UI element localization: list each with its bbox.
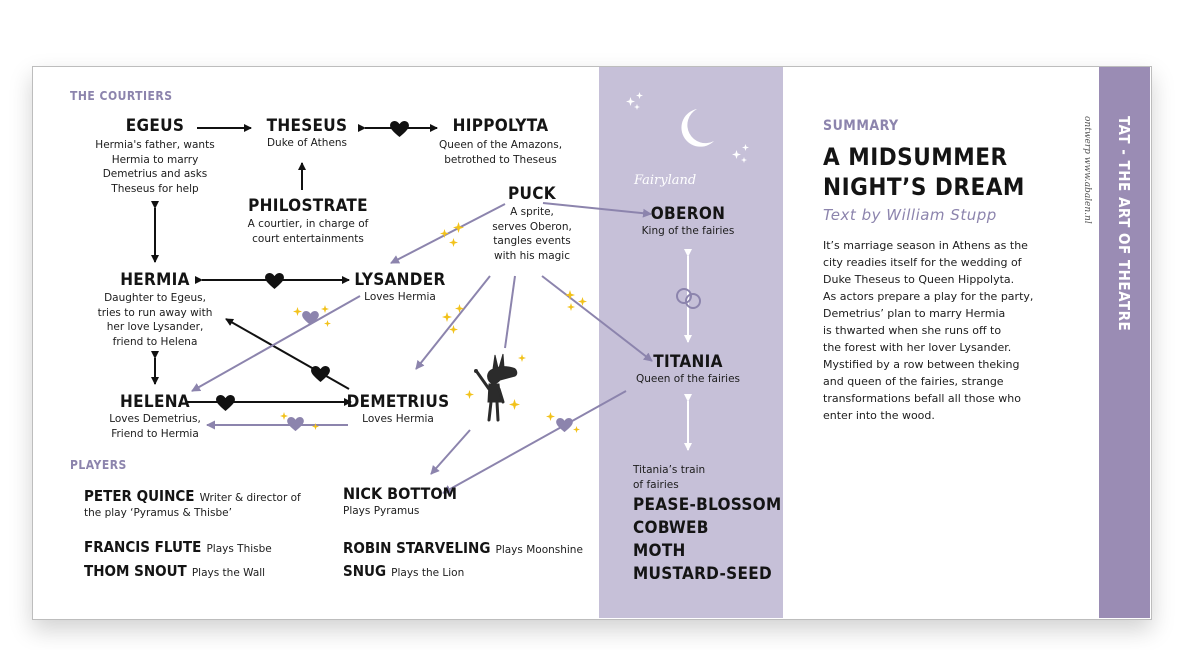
- heart-icon: [302, 311, 319, 325]
- character-helena: [90, 392, 220, 441]
- character-desc: [472, 205, 592, 263]
- character-name: DEMETRIUS: [346, 392, 450, 412]
- desc-line: Duke of Athens: [266, 137, 348, 149]
- character-desc: [80, 291, 230, 349]
- sparkle-icon: [741, 157, 747, 163]
- body-line: city readies itself for the wedding of: [823, 256, 1022, 269]
- desc-line: Queen of the Amazons,: [438, 139, 563, 151]
- summary-label: SUMMARY: [823, 118, 899, 134]
- sparkle-icon: [449, 238, 458, 247]
- character-puck: [472, 184, 592, 263]
- desc-line: betrothed to Theseus: [444, 153, 557, 166]
- character-name: EGEUS: [125, 116, 185, 136]
- player-name: SNUG: [343, 562, 387, 580]
- desc-line: Demetrius and asks: [102, 168, 208, 180]
- player-role: Plays the Lion: [391, 567, 465, 579]
- desc-line: Queen of the fairies: [635, 373, 741, 385]
- desc-line: Hermia to marry: [111, 153, 199, 166]
- byline: Text by William Stupp: [823, 206, 997, 224]
- body-line: As actors prepare a play for the party,: [823, 290, 1034, 303]
- demetrius-hermia-arrow: [226, 319, 349, 389]
- sparkle-icon: [567, 303, 575, 311]
- player-snout: [84, 561, 324, 580]
- desc-line: tangles events: [493, 235, 571, 247]
- player-role: Plays Moonshine: [495, 544, 583, 556]
- sparkle-icon: [442, 312, 452, 322]
- page-title: [823, 142, 1025, 202]
- fairy-item: PEASE-BLOSSOM: [633, 495, 782, 515]
- player-name: ROBIN STARVELING: [343, 539, 491, 557]
- desc-line: Theseus for help: [111, 182, 199, 195]
- character-demetrius: [343, 392, 453, 427]
- desc-line: Daughter to Egeus,: [104, 292, 206, 304]
- player-role: the play ‘Pyramus & Thisbe’: [84, 507, 232, 519]
- character-desc: [340, 290, 460, 305]
- title-line: NIGHT’S DREAM: [823, 173, 1025, 201]
- heart-icon: [390, 121, 409, 137]
- designer-credit: ontwerp www.abalen.nl: [1082, 116, 1092, 224]
- character-theseus: [237, 116, 377, 151]
- desc-line: of fairies: [633, 478, 679, 491]
- character-name: OBERON: [650, 204, 726, 224]
- desc-line: with his magic: [493, 249, 570, 262]
- desc-line: friend to Helena: [112, 335, 198, 348]
- desc-line: Friend to Hermia: [111, 427, 199, 440]
- desc-line: A sprite,: [510, 206, 554, 218]
- character-name: PUCK: [508, 184, 556, 204]
- character-desc: [418, 138, 583, 167]
- heart-icon: [556, 418, 573, 432]
- desc-line: tries to run away with: [97, 306, 213, 319]
- desc-line: Loves Hermia: [364, 291, 436, 303]
- sparkle-icon: [280, 412, 288, 420]
- player-role: Plays Thisbe: [206, 543, 272, 555]
- player-name: THOM SNOUT: [84, 562, 187, 580]
- character-name: HERMIA: [120, 270, 190, 290]
- desc-line: her love Lysander,: [106, 321, 204, 333]
- character-desc: [228, 217, 388, 246]
- puck-bottom-arrow: [505, 276, 515, 348]
- fairy-item: COBWEB: [633, 518, 709, 538]
- body-line: and queen of the fairies, strange: [823, 375, 1004, 388]
- body-line: the forest with her lover Lysander.: [823, 341, 1012, 354]
- sparkle-icon: [293, 307, 302, 316]
- character-desc: [237, 136, 377, 151]
- character-desc: [90, 412, 220, 441]
- sparkle-icon: [573, 426, 580, 433]
- donkey-bottom-arrow: [431, 430, 470, 474]
- body-line: enter into the wood.: [823, 409, 935, 422]
- character-lysander: [340, 270, 460, 305]
- sparkle-icon: [509, 399, 520, 410]
- sparkle-icon: [626, 97, 635, 106]
- crescent-moon-icon: [681, 109, 714, 147]
- body-line: Demetrius’ plan to marry Hermia: [823, 307, 1006, 320]
- character-desc: [80, 138, 230, 196]
- train-label: [633, 463, 705, 492]
- player-name: FRANCIS FLUTE: [84, 538, 202, 556]
- titania-bottom-arrow: [443, 391, 626, 493]
- heart-icon: [287, 417, 304, 431]
- sparkle-icon: [732, 150, 741, 159]
- sparkle-icon: [546, 412, 555, 421]
- character-egeus: [80, 116, 230, 196]
- body-line: Duke Theseus to Queen Hippolyta.: [823, 273, 1015, 286]
- desc-line: serves Oberon,: [492, 220, 572, 233]
- summary-body: [823, 237, 1073, 424]
- heart-icon: [265, 273, 284, 289]
- players-heading: PLAYERS: [70, 458, 127, 472]
- player-flute: [84, 537, 324, 556]
- sparkle-icon: [453, 222, 464, 233]
- fairy-item: MOTH: [633, 541, 686, 561]
- donkey-figure-icon: [474, 354, 517, 420]
- courtiers-heading: THE COURTIERS: [70, 89, 173, 103]
- player-starveling: [343, 538, 593, 557]
- character-desc: Plays Pyramus: [343, 505, 420, 517]
- sparkle-icon: [565, 290, 575, 300]
- body-line: is thwarted when she runs off to: [823, 324, 1002, 337]
- desc-line: King of the fairies: [641, 225, 735, 237]
- character-name: NICK BOTTOM: [343, 484, 457, 503]
- desc-line: A courtier, in charge of: [247, 218, 369, 230]
- desc-line: Loves Demetrius,: [109, 413, 201, 425]
- body-line: Mystified by a row between theking: [823, 358, 1020, 371]
- player-snug: [343, 561, 593, 580]
- sparkle-icon: [636, 92, 643, 99]
- character-name: THESEUS: [266, 116, 348, 136]
- character-desc: [618, 224, 758, 239]
- player-quince: [84, 486, 324, 519]
- player-name: PETER QUINCE: [84, 487, 195, 505]
- body-line: It’s marriage season in Athens as the: [823, 239, 1028, 252]
- desc-line: Hermia's father, wants: [95, 139, 215, 151]
- character-desc: [343, 412, 453, 427]
- desc-line: Titania’s train: [633, 464, 706, 476]
- character-bottom: [343, 484, 463, 517]
- sparkle-icon: [324, 320, 331, 327]
- fairyland-label: Fairyland: [634, 173, 697, 188]
- player-role: Plays the Wall: [191, 567, 266, 579]
- sparkle-icon: [465, 390, 474, 399]
- sparkle-icon: [518, 354, 526, 362]
- character-name: HELENA: [120, 392, 190, 412]
- character-hermia: [80, 270, 230, 349]
- puck-titania-arrow: [542, 276, 652, 361]
- desc-line: court entertainments: [252, 232, 364, 245]
- sparkle-icon: [634, 104, 640, 110]
- body-line: transformations befall all those who: [823, 392, 1021, 405]
- character-name: PHILOSTRATE: [248, 196, 368, 216]
- character-titania: [618, 352, 758, 387]
- character-name: HIPPOLYTA: [452, 116, 549, 136]
- character-desc: [618, 372, 758, 387]
- sidebar-title: TAT - THE ART OF THEATRE: [1115, 116, 1133, 332]
- sparkle-icon: [321, 305, 329, 313]
- character-philostrate: [228, 196, 388, 246]
- character-name: LYSANDER: [354, 270, 446, 290]
- sparkle-icon: [742, 144, 749, 151]
- character-name: TITANIA: [653, 352, 723, 372]
- title-line: A MIDSUMMER: [823, 143, 1008, 171]
- character-hippolyta: [418, 116, 583, 167]
- player-role: Writer & director of: [199, 492, 301, 504]
- fairy-train-list: [633, 494, 782, 586]
- desc-line: Loves Hermia: [362, 413, 434, 425]
- heart-icon: [311, 366, 330, 382]
- fairy-item: MUSTARD-SEED: [633, 564, 772, 584]
- character-oberon: [618, 204, 758, 239]
